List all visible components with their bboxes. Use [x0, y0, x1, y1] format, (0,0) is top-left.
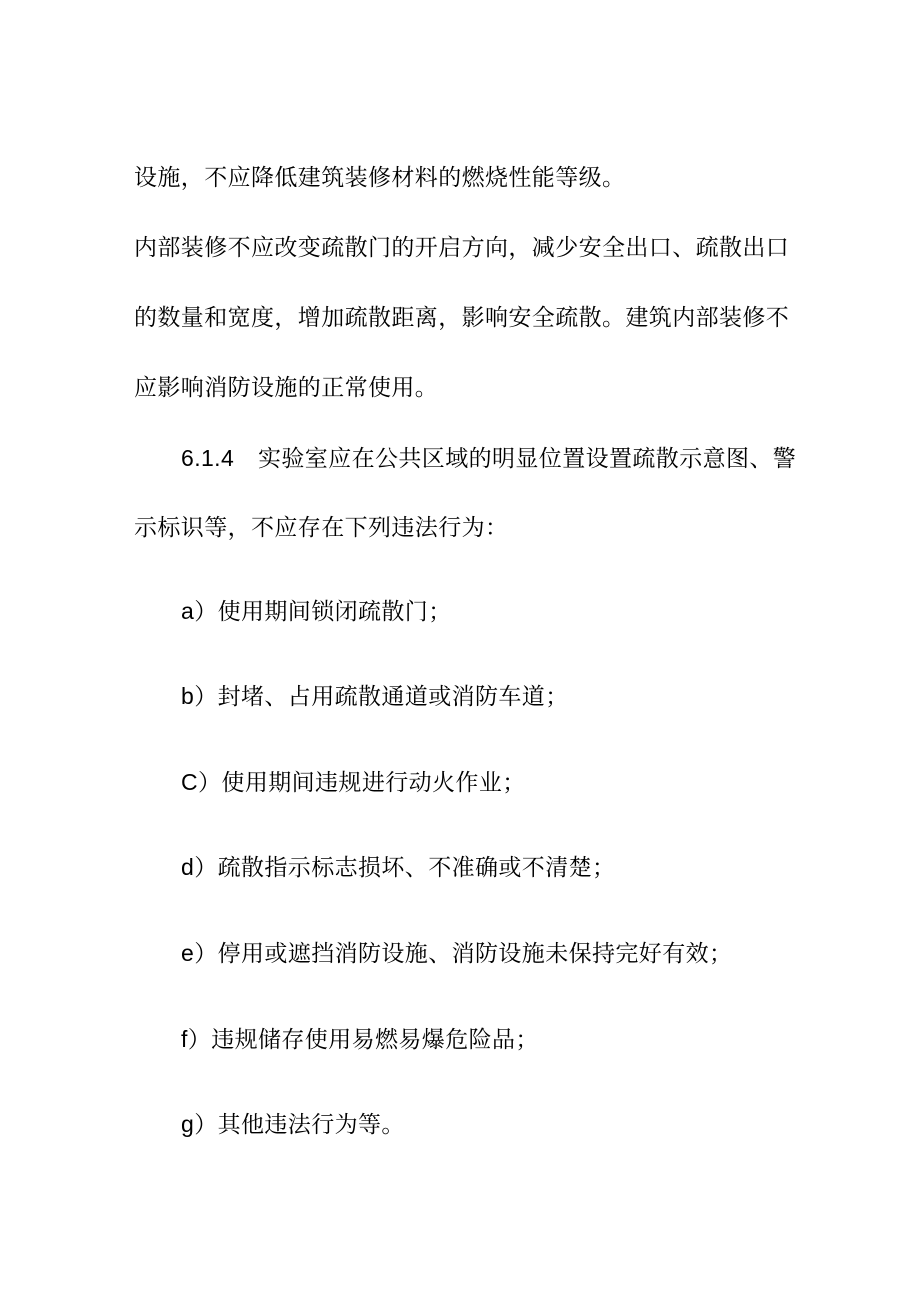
clause-first-line [181, 443, 796, 474]
list-item-text: 停用或遮挡消防设施、消防设施未保持完好有效； [217, 941, 733, 967]
list-item-marker: g） [181, 1111, 218, 1137]
list-item-marker: e） [181, 940, 218, 966]
list-item-text: 疏散指示标志损坏、不准确或不清楚； [217, 855, 616, 881]
list-item-marker: b） [181, 683, 218, 709]
clause-second-line: 示标识等，不应存在下列违法行为： [134, 515, 509, 541]
list-item-text: 违规储存使用易燃易爆危险品； [211, 1027, 539, 1053]
list-item-text: 使用期间锁闭疏散门； [217, 599, 452, 625]
clause-number: 6.1.4 [181, 445, 235, 471]
paragraph-line: 设施，不应降低建筑装修材料的燃烧性能等级。 [134, 165, 626, 191]
list-item-text: 封堵、占用疏散通道或消防车道； [217, 684, 569, 710]
paragraph-line: 应影响消防设施的正常使用。 [134, 375, 439, 401]
paragraph-line: 的数量和宽度，增加疏散距离，影响安全疏散。建筑内部装修不 [134, 305, 790, 331]
list-item [181, 852, 615, 883]
list-item [181, 681, 569, 712]
list-item-text: 其他违法行为等。 [217, 1112, 405, 1138]
list-item-marker: f） [181, 1026, 212, 1052]
list-item [181, 938, 732, 969]
list-item-text: 使用期间违规进行动火作业； [221, 770, 526, 796]
paragraph-line: 内部装修不应改变疏散门的开启方向，减少安全出口、疏散出口 [134, 235, 790, 261]
list-item-marker: C） [181, 769, 222, 795]
list-item-marker: d） [181, 854, 218, 880]
list-item-marker: a） [181, 598, 218, 624]
clause-text: 实验室应在公共区域的明显位置设置疏散示意图、警 [258, 446, 797, 472]
list-item [181, 767, 526, 798]
list-item [181, 1024, 539, 1055]
list-item [181, 596, 452, 627]
list-item [181, 1109, 405, 1140]
